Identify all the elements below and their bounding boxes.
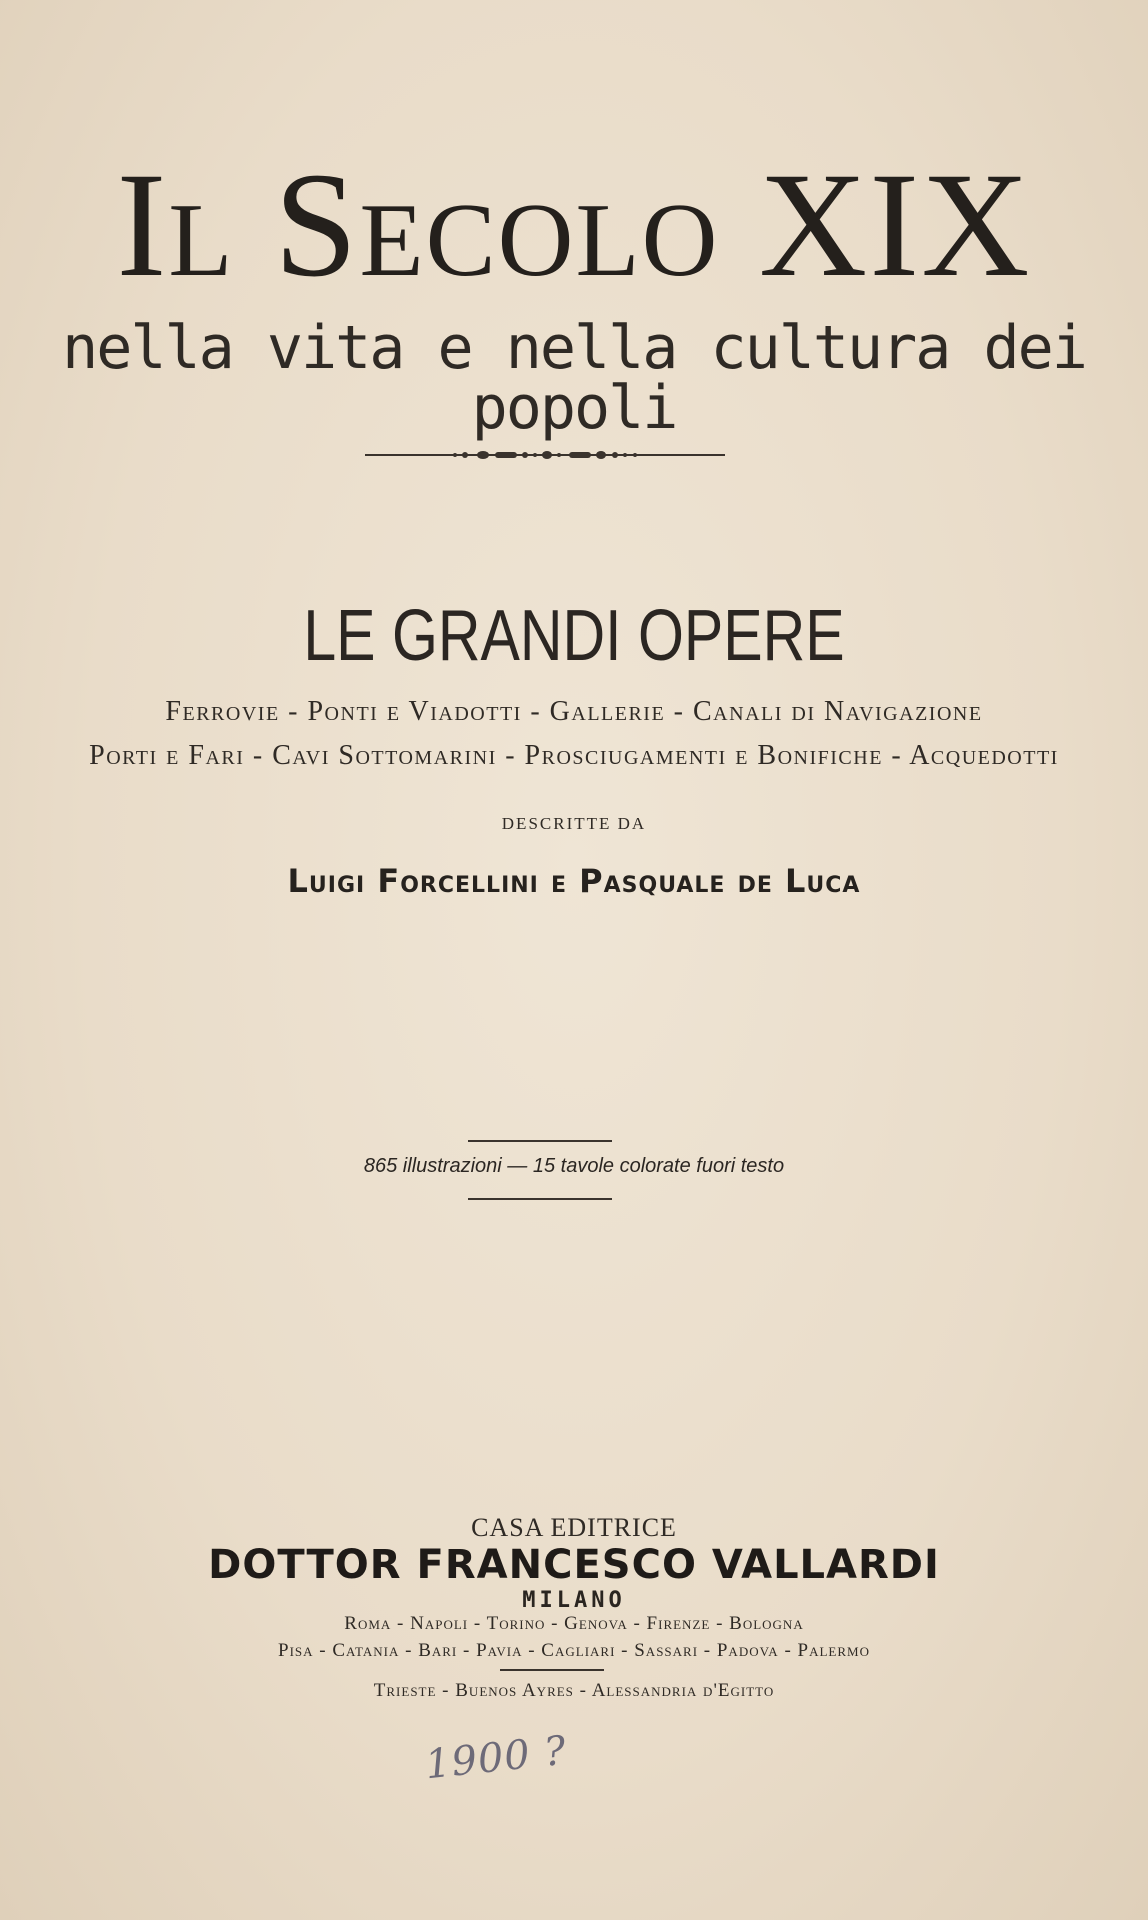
cities-line-3: Trieste - Buenos Ayres - Alessandria d'Egitto [373,1680,775,1701]
cities-line-1: Roma - Napoli - Torino - Genova - Firenze - Bologna [344,1613,804,1634]
book-title: Il Secolo XIX [116,142,1032,308]
topics-line-1: Ferrovie - Ponti e Viadotti - Gallerie - Canali di Navigazione [165,696,983,727]
publisher-city: MILANO [522,1588,626,1613]
described-by: DESCRITTE DA [501,814,647,833]
section-title: LE GRANDI OPERE [303,596,845,676]
cities-line-2: Pisa - Catania - Bari - Pavia - Cagliari - Sassari - Padova - Palermo [278,1640,870,1661]
rule-bottom [468,1198,612,1200]
ornament-divider-icon [365,445,725,465]
rule-top [468,1140,612,1142]
authors: Luigi Forcellini e Pasquale de Luca [287,862,861,900]
illustrations-note: 865 illustrazioni — 15 tavole colorate fuori testo [363,1155,785,1177]
rule-cities [500,1669,604,1671]
publisher-label: CASA EDITRICE [471,1513,677,1542]
book-subtitle: nella vita e nella cultura dei popoli [62,313,1086,443]
handwritten-date: 1900 ? [422,1727,569,1789]
topics-line-2: Porti e Fari - Cavi Sottomarini - Prosciugamenti e Bonifiche - Acquedotti [89,740,1059,771]
publisher-name: DOTTOR FRANCESCO VALLARDI [208,1542,940,1588]
